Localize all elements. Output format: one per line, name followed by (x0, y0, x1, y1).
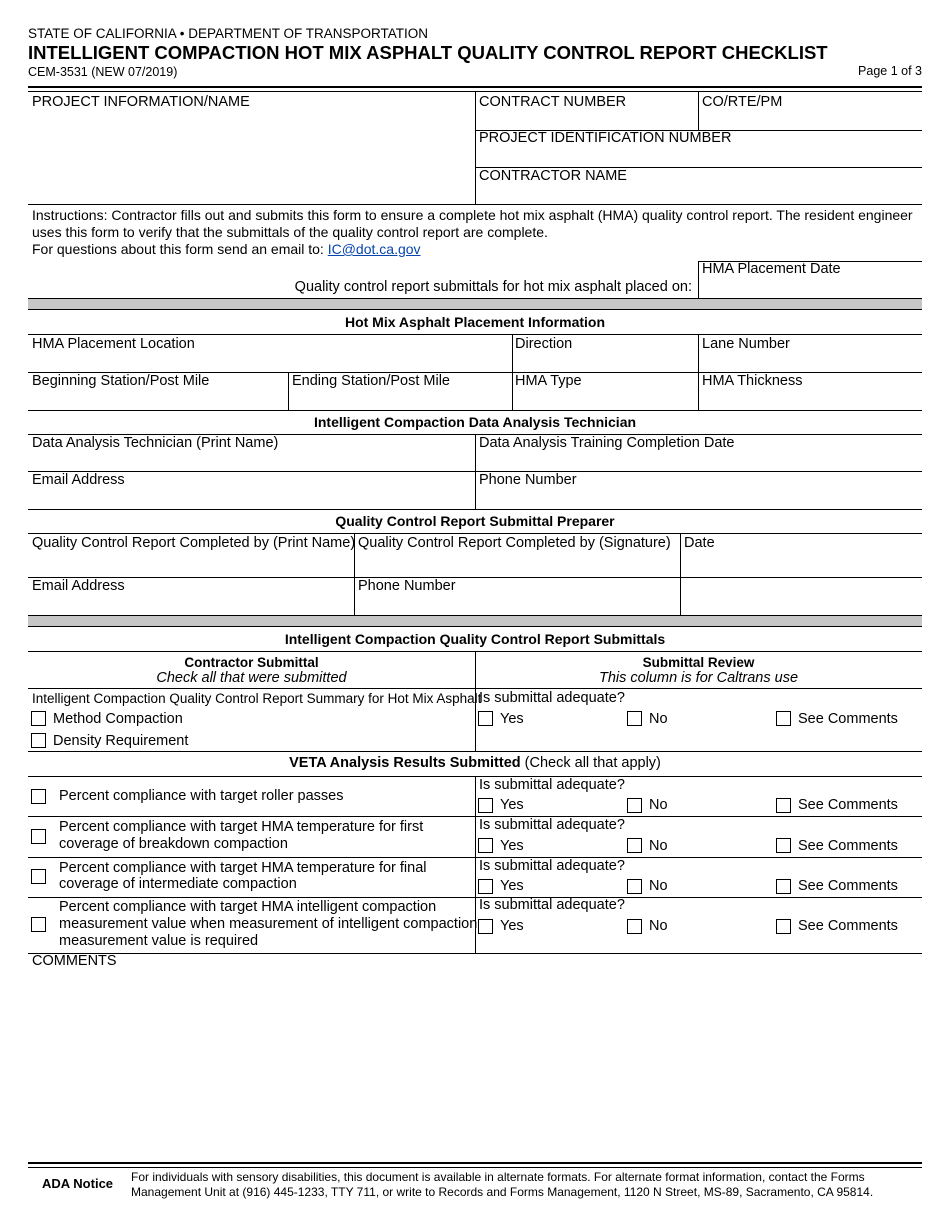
veta1-see-comments-checkbox[interactable] (776, 798, 791, 813)
adequate-question: Is submittal adequate? (479, 777, 625, 793)
veta-ic-measurement-line1: Percent compliance with target HMA intelligent compaction (59, 899, 437, 915)
veta-ic-measurement-line3: measurement value is required (59, 933, 259, 949)
veta2-no-checkbox[interactable] (627, 838, 642, 853)
density-requirement-checkbox[interactable] (31, 733, 46, 748)
technician-email-field[interactable]: Email Address (32, 472, 125, 488)
veta-first-coverage-checkbox[interactable] (31, 829, 46, 844)
ada-notice-label: ADA Notice (42, 1176, 114, 1191)
submittal-review-title: Submittal Review (642, 655, 755, 670)
placement-heading: Hot Mix Asphalt Placement Information (344, 314, 606, 330)
veta-heading-rest: (Check all that apply) (520, 755, 661, 771)
technician-heading: Intelligent Compaction Data Analysis Technician (313, 414, 637, 430)
yes-label: Yes (500, 878, 524, 894)
ada-notice-line2: Management Unit at (916) 445-1233, TTY 711, or write to Records and Forms Management, 1120 N Street, MS-89, Sacramento, CA 95814. (131, 1185, 874, 1199)
veta-first-coverage-line2: coverage of breakdown compaction (59, 836, 288, 852)
veta3-yes-checkbox[interactable] (478, 879, 493, 894)
form-title: INTELLIGENT COMPACTION HOT MIX ASPHALT QUALITY CONTROL REPORT CHECKLIST (28, 42, 828, 63)
instructions-line2: uses this form to verify that the submittals of the quality control report are complete. (32, 224, 548, 240)
hma-type-field[interactable]: HMA Type (515, 373, 582, 389)
preparer-date-field[interactable]: Date (684, 535, 715, 551)
veta-roller-passes-checkbox[interactable] (31, 789, 46, 804)
project-name-field[interactable]: PROJECT INFORMATION/NAME (32, 94, 250, 110)
agency-line: STATE OF CALIFORNIA • DEPARTMENT OF TRANSPORTATION (28, 26, 429, 41)
yes-label: Yes (500, 918, 524, 934)
hma-placement-date-field[interactable]: HMA Placement Date (702, 261, 841, 277)
section-divider (28, 615, 922, 627)
method-compaction-label: Method Compaction (53, 711, 183, 727)
veta2-yes-checkbox[interactable] (478, 838, 493, 853)
veta3-no-checkbox[interactable] (627, 879, 642, 894)
no-label: No (649, 797, 668, 813)
see-comments-label: See Comments (798, 797, 898, 813)
hma-thickness-field[interactable]: HMA Thickness (702, 373, 803, 389)
summary-see-comments-checkbox[interactable] (776, 711, 791, 726)
veta-final-coverage-line1: Percent compliance with target HMA temperature for final (59, 860, 427, 876)
adequate-question: Is submittal adequate? (479, 817, 625, 833)
direction-field[interactable]: Direction (515, 336, 573, 352)
preparer-email-field[interactable]: Email Address (32, 578, 125, 594)
veta-roller-passes-label: Percent compliance with target roller passes (59, 788, 344, 804)
see-comments-label: See Comments (798, 838, 898, 854)
yes-label: Yes (500, 797, 524, 813)
instructions-line3 (32, 241, 421, 258)
density-requirement-label: Density Requirement (53, 733, 189, 749)
summary-label: Intelligent Compaction Quality Control Report Summary for Hot Mix Asphalt (32, 691, 482, 706)
ada-notice-line1: For individuals with sensory disabilities, this document is available in alternate formats. For alternate format information, contact the Forms (131, 1170, 865, 1184)
training-date-field[interactable]: Data Analysis Training Completion Date (479, 435, 735, 451)
yes-label: Yes (500, 838, 524, 854)
no-label: No (649, 711, 668, 727)
contractor-submittal-sub: Check all that were submitted (156, 670, 347, 686)
contact-email-link[interactable]: IC@dot.ca.gov (327, 241, 421, 257)
instructions-prefix: For questions about this form send an email to: (32, 241, 328, 257)
placement-prompt: Quality control report submittals for hot mix asphalt placed on: (294, 279, 692, 295)
co-rte-pm-field[interactable]: CO/RTE/PM (702, 94, 783, 110)
adequate-question: Is submittal adequate? (479, 858, 625, 874)
summary-yes-checkbox[interactable] (478, 711, 493, 726)
project-id-field[interactable]: PROJECT IDENTIFICATION NUMBER (479, 130, 732, 146)
preparer-phone-field[interactable]: Phone Number (358, 578, 456, 594)
method-compaction-checkbox[interactable] (31, 711, 46, 726)
veta-final-coverage-line2: coverage of intermediate compaction (59, 876, 297, 892)
adequate-question: Is submittal adequate? (479, 690, 625, 706)
veta-ic-measurement-line2: measurement value when measurement of intelligent compaction (59, 916, 478, 932)
preparer-heading: Quality Control Report Submittal Preparer (335, 513, 615, 529)
comments-field[interactable]: COMMENTS (32, 953, 117, 969)
veta-ic-measurement-checkbox[interactable] (31, 917, 46, 932)
veta-final-coverage-checkbox[interactable] (31, 869, 46, 884)
no-label: No (649, 878, 668, 894)
preparer-signature-field[interactable]: Quality Control Report Completed by (Signature) (358, 535, 671, 551)
placement-location-field[interactable]: HMA Placement Location (32, 336, 195, 352)
veta-heading (28, 755, 922, 772)
veta4-no-checkbox[interactable] (627, 919, 642, 934)
no-label: No (649, 838, 668, 854)
beginning-station-field[interactable]: Beginning Station/Post Mile (32, 373, 210, 389)
see-comments-label: See Comments (798, 878, 898, 894)
contractor-name-field[interactable]: CONTRACTOR NAME (479, 168, 627, 184)
technician-phone-field[interactable]: Phone Number (479, 472, 577, 488)
veta4-yes-checkbox[interactable] (478, 919, 493, 934)
ending-station-field[interactable]: Ending Station/Post Mile (292, 373, 450, 389)
see-comments-label: See Comments (798, 918, 898, 934)
veta-heading-bold: VETA Analysis Results Submitted (289, 755, 521, 771)
veta2-see-comments-checkbox[interactable] (776, 838, 791, 853)
yes-label: Yes (500, 711, 524, 727)
technician-name-field[interactable]: Data Analysis Technician (Print Name) (32, 435, 279, 451)
contractor-submittal-title: Contractor Submittal (184, 655, 319, 670)
see-comments-label: See Comments (798, 711, 898, 727)
veta3-see-comments-checkbox[interactable] (776, 879, 791, 894)
submittals-heading: Intelligent Compaction Quality Control Report Submittals (284, 631, 666, 647)
page-number: Page 1 of 3 (858, 64, 922, 78)
section-divider (28, 298, 922, 310)
veta4-see-comments-checkbox[interactable] (776, 919, 791, 934)
veta1-yes-checkbox[interactable] (478, 798, 493, 813)
preparer-name-field[interactable]: Quality Control Report Completed by (Print Name) (32, 535, 356, 551)
form-id: CEM-3531 (NEW 07/2019) (28, 65, 178, 79)
veta-first-coverage-line1: Percent compliance with target HMA temperature for first (59, 819, 424, 835)
adequate-question: Is submittal adequate? (479, 897, 625, 913)
summary-no-checkbox[interactable] (627, 711, 642, 726)
contract-number-field[interactable]: CONTRACT NUMBER (479, 94, 627, 110)
lane-number-field[interactable]: Lane Number (702, 336, 790, 352)
submittal-review-sub: This column is for Caltrans use (598, 670, 799, 686)
instructions-line1: Instructions: Contractor fills out and submits this form to ensure a complete hot mix asphalt (HMA) quality control report. The resident engineer (32, 207, 913, 223)
no-label: No (649, 918, 668, 934)
veta1-no-checkbox[interactable] (627, 798, 642, 813)
